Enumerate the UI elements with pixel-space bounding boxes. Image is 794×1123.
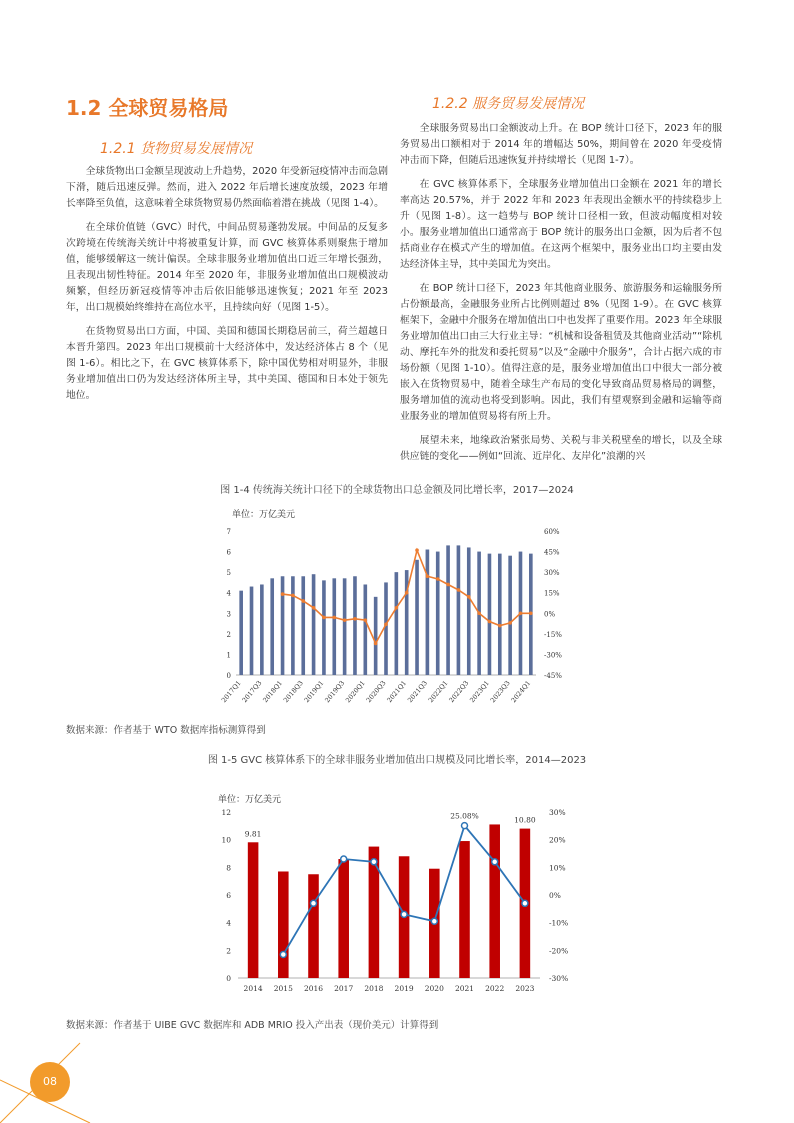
growth-rate-point [426,574,430,578]
bar [459,841,470,978]
data-label: 25.08% [450,811,479,821]
x-tick-label: 2018Q1 [261,679,285,705]
bar [270,578,274,675]
paragraph: 全球服务贸易出口金额波动上升。在 BOP 统计口径下，2023 年的服务贸易出口额相对于 2014 年的增幅达 50%，期间曾在 2020 年受疫情冲击而下降，但随后迅速恢复并持续增长（见图 1-7）。 [400,123,722,166]
y-left-tick-label: 0 [226,672,231,680]
y-right-tick-label: 10% [549,863,566,873]
y-right-tick-label: 30% [544,569,560,578]
x-tick-label: 2022Q1 [426,679,450,705]
growth-rate-point [364,618,368,622]
x-tick-label: 2022Q3 [447,679,471,705]
y-right-tick-label: -10% [549,918,569,928]
x-tick-label: 2020Q1 [343,679,367,705]
x-tick-label: 2019Q1 [302,679,326,705]
subsection-title-services: 1.2.2 服务贸易发展情况 [432,96,585,112]
growth-rate-point [312,606,316,610]
x-tick-label: 2023 [515,984,535,993]
x-tick-label: 2016 [303,984,324,993]
growth-rate-point [462,823,468,829]
y-right-tick-label: 30% [549,808,566,817]
y-left-tick-label: 7 [226,528,231,536]
figure-caption-1-4: 图 1-4 传统海关统计口径下的全球货物出口总金额及同比增长率，2017—2024 [220,485,574,496]
bar [301,576,305,675]
bar [405,570,409,675]
growth-rate-point [374,642,378,646]
y-left-tick-label: 0 [226,974,231,983]
figure-caption-1-5: 图 1-5 GVC 核算体系下的全球非服务业增加值出口规模及同比增长率，2014—2023 [207,755,587,766]
bar [312,574,316,675]
growth-rate-point [332,616,336,620]
y-right-tick-label: -30% [544,651,562,660]
growth-rate-point [529,611,533,615]
bar [519,552,523,675]
growth-rate-line [283,550,531,643]
growth-rate-point [301,599,305,603]
data-label: 9.81 [244,829,262,839]
growth-rate-point [498,624,502,628]
x-tick-label: 2021 [454,984,475,993]
bar [508,556,512,675]
x-tick-label: 2019 [394,984,414,993]
y-right-tick-label: 0% [549,891,561,900]
bar [436,552,440,675]
bar [384,582,388,675]
bar [520,829,531,978]
x-tick-label: 2021Q1 [385,679,409,705]
y-left-tick-label: 5 [226,569,231,578]
paragraph: 展望未来，地缘政治紧张局势、关税与非关税壁垒的增长，以及全球供应链的变化——例如“回流、近岸化、友岸化”浪潮的兴 [400,435,722,462]
growth-rate-point [488,620,492,624]
y-right-tick-label: 20% [549,835,566,845]
bar [364,584,368,675]
growth-rate-point [431,918,437,924]
bar [426,550,430,675]
y-left-tick-label: 12 [221,808,231,817]
growth-rate-point [436,577,440,581]
growth-rate-point [508,621,512,625]
bar [291,576,295,675]
growth-rate-point [341,856,347,862]
bar [429,869,440,978]
page-number-decoration [0,1020,120,1123]
y-right-tick-label: -20% [549,946,569,956]
y-left-tick-label: 6 [226,548,231,557]
y-left-tick-label: 4 [226,589,231,598]
growth-rate-point [401,911,407,917]
page-number: 08 [30,1062,70,1102]
bar [353,576,357,675]
bar [457,545,461,675]
x-tick-label: 2018Q3 [281,679,305,705]
y-right-tick-label: -15% [544,630,562,639]
section-title: 1.2 全球贸易格局 [66,96,229,120]
paragraph: 在全球价值链（GVC）时代，中间品贸易蓬勃发展。中间品的反复多次跨境在传统海关统计中将被重复计算，而 GVC 核算体系则聚焦于增加值，能够缓解这一统计偏误。全球非服务业增加值出口近三年增长强劲，且表现出韧性特征。2014 年至 2020 年，非服务业增加值出口规模波动频繁，但经历新冠疫情等冲击后依旧能够迅速恢复；2021 年至 2023 年，出口规模始终维持在高位水平，且持续向好（见图 1-5）。 [66,222,388,313]
growth-rate-point [384,622,388,626]
bar [369,847,380,978]
growth-rate-line [283,826,525,955]
bar [498,554,502,675]
growth-rate-point [477,611,481,615]
x-tick-label: 2017Q1 [219,679,243,705]
x-tick-label: 2020 [424,984,444,993]
growth-rate-point [492,859,498,865]
data-source-note: 数据来源：作者基于 WTO 数据库指标测算得到 [66,725,266,736]
y-right-tick-label: 60% [544,528,560,536]
bar [477,552,481,675]
x-tick-label: 2023Q3 [488,679,512,705]
bar [489,824,500,978]
growth-rate-point [467,595,471,599]
growth-rate-point [311,900,317,906]
growth-rate-point [281,592,285,596]
x-tick-label: 2024Q1 [509,679,533,705]
y-left-tick-label: 2 [226,946,231,956]
y-right-tick-label: 45% [544,548,560,557]
growth-rate-point [446,583,450,587]
x-tick-label: 2019Q3 [323,679,347,705]
y-left-tick-label: 6 [226,891,231,900]
data-label: 10.80 [514,815,536,825]
growth-rate-point [405,591,409,595]
bar [260,584,264,675]
chart-unit-label: 单位：万亿美元 [218,795,282,805]
y-left-tick-label: 4 [226,918,231,928]
bar [467,547,471,675]
y-left-tick-label: 1 [226,651,231,660]
bar [250,587,254,675]
paragraph: 全球货物出口金额呈现波动上升趋势，2020 年受新冠疫情冲击而急剧下滑，随后迅速反弹。然而，进入 2022 年后增长速度放缓，2023 年增长率降至负值，这意味着全球货物贸易仍然面临着潜在挑战（见图 1-4）。 [66,166,388,209]
bar [399,856,410,978]
bar [322,580,326,675]
growth-rate-point [343,618,347,622]
growth-rate-point [291,594,295,598]
paragraph: 在 BOP 统计口径下，2023 年其他商业服务、旅游服务和运输服务所占份额最高，金融服务业所占比例则超过 8%（见图 1-9）。在 GVC 核算框架下，金融中介服务在增加值出口中也发挥了重要作用。2023 年全球服务业增加值出口由三大行业主导：“机械和设备租赁及其他商业活动”“除机动、摩托车外的批发和委托贸易”以及“金融中介服务”，合计占据六成的市场份额（见图 1-10）。值得注意的是，服务业增加值出口中很大一部分被嵌入在货物贸易中，随着全球生产布局的变化导致商品贸易格局的调整，服务增加值的流动也将受到影响。因此，我们有望观察到金融和运输等商业服务业的增加值贸易将有所上升。 [400,283,722,422]
growth-rate-point [519,611,523,615]
right-column [400,121,722,462]
chart-unit-label: 单位：万亿美元 [232,510,296,520]
x-tick-label: 2014 [243,984,263,993]
y-left-tick-label: 10 [221,835,231,845]
y-right-tick-label: 0% [544,610,556,619]
x-tick-label: 2017Q3 [240,679,264,705]
x-tick-label: 2015 [273,984,293,993]
growth-rate-point [522,900,528,906]
bar [488,554,492,675]
paragraph: 在货物贸易出口方面，中国、美国和德国长期稳居前三，荷兰超越日本晋升第四。2023 年出口规模前十大经济体中，发达经济体占 8 个（见图 1-6）。相比之下，在 GVC 核算体系下，除中国优势相对明显外，非服务业增加值出口仍为发达经济体所主导，其中美国、德国和日本处于领先地位。 [66,326,388,401]
left-column [66,164,388,412]
x-tick-label: 2017 [334,984,354,993]
bar [308,874,319,978]
x-tick-label: 2020Q3 [364,679,388,705]
y-left-tick-label: 3 [226,610,231,619]
bar [332,578,336,675]
bar [395,572,399,675]
y-right-tick-label: -30% [549,974,569,983]
growth-rate-point [371,859,377,865]
paragraph: 在 GVC 核算体系下，全球服务业增加值出口金额在 2021 年的增长率高达 20.57%，并于 2022 年和 2023 年表现出金额水平的持续稳步上升（见图 1-8）。这一趋势与 BOP 统计口径相一致，但波动幅度相对较小。服务业增加值出口通常高于 BOP 统计的服务出口金额，因为后者不包括商业存在模式产生的增加值。在这两个框架中，服务业出口均主要由发达经济体主导，其中美国尤为突出。 [400,179,722,270]
bar [343,578,347,675]
bar [338,859,349,978]
bar [415,560,419,675]
x-tick-label: 2021Q3 [406,679,429,705]
growth-rate-point [322,616,326,620]
growth-rate-point [353,617,357,621]
bar [239,591,243,675]
bar [446,545,450,675]
bar [529,554,533,675]
y-right-tick-label: 15% [544,589,560,598]
growth-rate-point [280,951,286,957]
growth-rate-point [415,548,419,552]
x-tick-label: 2022 [485,984,505,993]
x-tick-label: 2018 [364,984,384,993]
bar [281,576,285,675]
subsection-title-goods: 1.2.1 货物贸易发展情况 [100,141,253,157]
y-left-tick-label: 2 [226,630,231,639]
bar [248,842,259,978]
y-right-tick-label: -45% [544,672,562,680]
bar [374,597,378,675]
x-tick-label: 2023Q1 [468,679,491,705]
bar [278,871,289,978]
data-source-note: 数据来源：作者基于 UIBE GVC 数据库和 ADB MRIO 投入产出表（现价美元）计算得到 [66,1020,439,1031]
growth-rate-point [457,588,461,592]
growth-rate-point [395,606,399,610]
y-left-tick-label: 8 [226,863,231,873]
